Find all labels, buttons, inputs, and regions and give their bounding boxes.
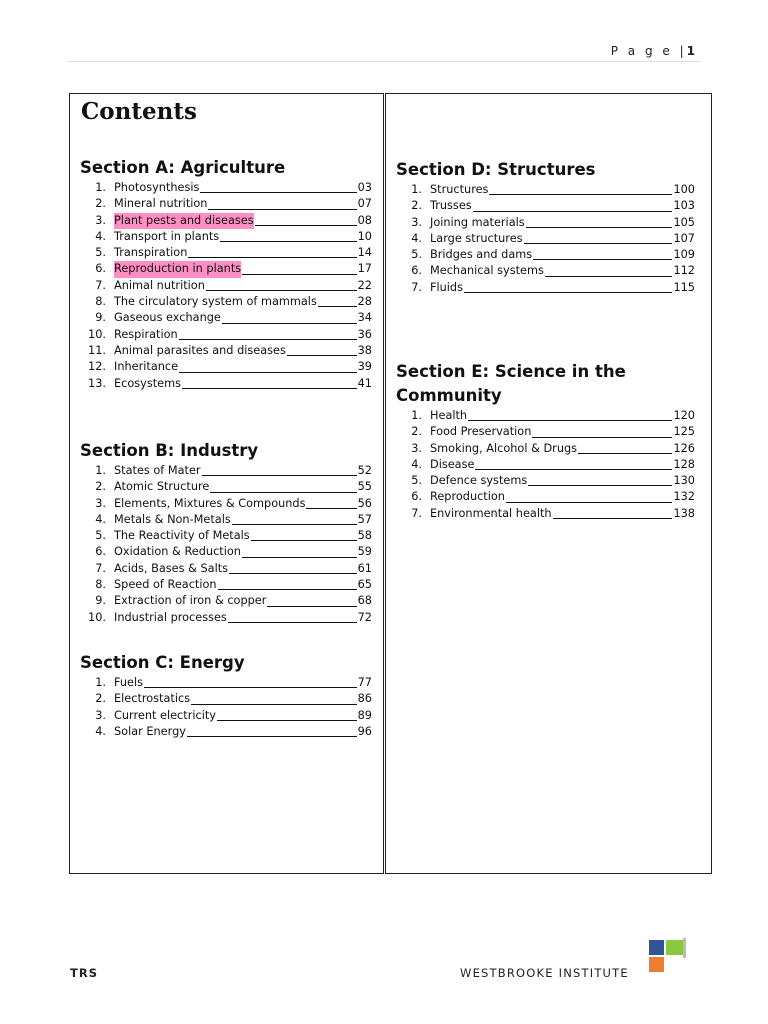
toc-entry-page: 109 (673, 248, 695, 262)
toc-entry-number: 8. (95, 578, 106, 592)
toc-entry-number: 3. (95, 496, 106, 510)
toc-entry-title: Electrostatics (114, 692, 191, 706)
toc-entry (80, 463, 372, 479)
toc-entry-title: Bridges and dams (430, 248, 533, 262)
toc-entry (80, 610, 372, 626)
toc-entry-number: 7. (411, 506, 422, 520)
toc-entry-page: 07 (357, 197, 372, 211)
toc-entry-page: 59 (357, 545, 372, 559)
toc-entry-number: 2. (411, 199, 422, 213)
toc-leader-line (210, 492, 356, 493)
toc-entry-number: 7. (95, 278, 106, 292)
toc-entry-title: Current electricity (114, 708, 216, 722)
toc-entry-number: 5. (411, 248, 422, 262)
toc-entry-title: Respiration (114, 327, 178, 341)
toc-leader-line (524, 243, 673, 244)
section-title (396, 360, 695, 408)
toc-entry-page: 115 (673, 280, 695, 294)
toc-entry-number: 10. (88, 327, 106, 341)
toc-leader-line (220, 241, 356, 242)
toc-entry-number: 2. (411, 425, 422, 439)
toc-entry-number: 5. (95, 246, 106, 260)
toc-leader-line (242, 557, 357, 558)
toc-leader-line (267, 606, 356, 607)
toc-entry (80, 708, 372, 724)
toc-list (396, 182, 695, 296)
toc-entry-number: 1. (95, 676, 106, 689)
toc-entry (396, 441, 695, 457)
toc-entry-number: 4. (411, 231, 422, 245)
toc-entry-title: Trusses (430, 199, 472, 213)
page-label: P a g e | (610, 44, 687, 58)
toc-entry-number: 1. (411, 183, 422, 196)
footer-institute: WESTBROOKE INSTITUTE (460, 966, 629, 980)
toc-entry (80, 229, 372, 245)
left-column (69, 93, 384, 874)
section-b (80, 439, 372, 626)
toc-entry-page: 03 (357, 181, 372, 194)
toc-leader-line (200, 192, 356, 193)
toc-entry (396, 457, 695, 473)
logo-orange-square (649, 957, 664, 972)
toc-entry-title: Atomic Structure (114, 480, 210, 494)
toc-entry-page: 08 (357, 213, 372, 227)
toc-leader-line (242, 274, 356, 275)
toc-leader-line (553, 518, 673, 519)
toc-leader-line (489, 194, 672, 195)
toc-entry (80, 196, 372, 212)
section-title: Section C: Energy (80, 653, 245, 672)
toc-entry-page: 56 (357, 496, 372, 510)
toc-entry-title: The circulatory system of mammals (114, 295, 317, 309)
toc-list (80, 463, 372, 626)
toc-entry-title: Environmental health (430, 506, 552, 520)
toc-entry-title: Animal nutrition (114, 278, 205, 292)
toc-entry (396, 247, 695, 263)
contents-title: Contents (81, 98, 197, 125)
toc-leader-line (318, 306, 357, 307)
toc-entry (80, 245, 372, 261)
toc-entry (396, 424, 695, 440)
toc-entry (80, 343, 372, 359)
toc-entry-title: Mechanical systems (430, 264, 544, 278)
toc-leader-line (179, 372, 357, 373)
toc-entry-number: 4. (95, 724, 106, 738)
toc-entry-page: 39 (357, 360, 372, 374)
toc-entry-page: 38 (357, 343, 372, 357)
toc-entry-page: 100 (673, 183, 695, 196)
toc-entry-page: 52 (357, 464, 372, 477)
toc-entry (80, 724, 372, 740)
toc-entry-number: 5. (95, 529, 106, 543)
toc-entry-page: 17 (357, 262, 372, 276)
toc-leader-line (475, 469, 672, 470)
toc-entry (80, 496, 372, 512)
section-title-line2: Community (396, 386, 502, 405)
toc-entry-number: 3. (95, 213, 106, 227)
toc-list (80, 180, 372, 392)
toc-leader-line (232, 524, 357, 525)
toc-leader-line (144, 687, 357, 688)
toc-entry (80, 691, 372, 707)
toc-entry-title: Reproduction (430, 490, 505, 504)
toc-leader-line (206, 290, 357, 291)
toc-entry-page: 41 (357, 376, 372, 390)
toc-entry-page: 34 (357, 311, 372, 325)
toc-leader-line (306, 508, 356, 509)
toc-leader-line (287, 355, 357, 356)
footer-left: TRS (70, 966, 98, 980)
toc-entry-page: 112 (673, 264, 695, 278)
toc-entry (80, 278, 372, 294)
toc-entry-title: Inheritance (114, 360, 179, 374)
toc-leader-line (464, 292, 672, 293)
toc-entry-title: Oxidation & Reduction (114, 545, 241, 559)
toc-entry-number: 3. (411, 215, 422, 229)
toc-entry-page: 130 (673, 474, 695, 488)
toc-entry-number: 9. (95, 311, 106, 325)
toc-entry-page: 96 (357, 724, 372, 738)
toc-entry-page: 105 (673, 215, 695, 229)
toc-entry-page: 86 (357, 692, 372, 706)
toc-leader-line (578, 453, 672, 454)
toc-entry (396, 489, 695, 505)
toc-entry-page: 22 (357, 278, 372, 292)
toc-entry-page: 89 (357, 708, 372, 722)
toc-entry-number: 10. (88, 610, 106, 624)
toc-entry-number: 5. (411, 474, 422, 488)
toc-entry-page: 68 (357, 594, 372, 608)
institute-logo-icon (648, 936, 688, 976)
toc-entry-number: 2. (95, 692, 106, 706)
toc-entry-title: Gaseous exchange (114, 311, 221, 325)
toc-entry (80, 376, 372, 392)
toc-leader-line (218, 589, 357, 590)
toc-entry-title: Fluids (430, 280, 463, 294)
toc-entry-page: 14 (357, 246, 372, 260)
toc-entry-page: 58 (357, 529, 372, 543)
toc-leader-line (202, 475, 357, 476)
toc-entry-title: The Reactivity of Metals (114, 529, 250, 543)
toc-leader-line (228, 622, 357, 623)
toc-entry-page: 72 (357, 610, 372, 624)
header-divider (68, 61, 700, 62)
toc-entry-title: Speed of Reaction (114, 578, 217, 592)
section-title: Section B: Industry (80, 441, 259, 460)
toc-entry-page: 125 (673, 425, 695, 439)
toc-entry-number: 6. (411, 264, 422, 278)
toc-entry (396, 506, 695, 522)
section-e (396, 360, 695, 522)
toc-entry (80, 327, 372, 343)
toc-entry-number: 7. (411, 280, 422, 294)
toc-leader-line (187, 736, 357, 737)
toc-entry-number: 9. (95, 594, 106, 608)
toc-entry-number: 4. (95, 512, 106, 526)
toc-entry (80, 544, 372, 560)
toc-entry-title: Transpiration (114, 246, 188, 260)
toc-leader-line (182, 388, 357, 389)
page-number: 1 (686, 44, 698, 58)
toc-entry (80, 675, 372, 691)
toc-entry-number: 8. (95, 295, 106, 309)
toc-entry (396, 408, 695, 424)
toc-entry (80, 213, 372, 229)
toc-entry (80, 512, 372, 528)
toc-entry-title: Animal parasites and diseases (114, 343, 286, 357)
toc-entry (396, 182, 695, 198)
toc-entry (396, 231, 695, 247)
toc-leader-line (179, 339, 357, 340)
toc-entry-title: Extraction of iron & copper (114, 594, 267, 608)
toc-entry (80, 528, 372, 544)
toc-entry (80, 577, 372, 593)
toc-list (396, 408, 695, 522)
toc-leader-line (526, 227, 673, 228)
toc-entry (396, 473, 695, 489)
toc-leader-line (506, 502, 672, 503)
toc-entry-page: 36 (357, 327, 372, 341)
section-d (396, 158, 695, 296)
toc-entry (80, 294, 372, 310)
toc-entry (80, 310, 372, 326)
toc-entry (396, 280, 695, 296)
toc-entry-page: 103 (673, 199, 695, 213)
toc-entry-page: 107 (673, 231, 695, 245)
toc-entry-title: Acids, Bases & Salts (114, 561, 229, 575)
logo-shadow-bar (683, 938, 686, 958)
toc-leader-line (255, 225, 357, 226)
toc-leader-line (533, 259, 672, 260)
toc-leader-line (229, 573, 357, 574)
right-column (385, 93, 712, 874)
toc-entry-number: 11. (88, 343, 106, 357)
toc-entry (396, 198, 695, 214)
toc-entry-title: Disease (430, 457, 475, 471)
toc-entry-title: Solar Energy (114, 724, 186, 738)
toc-entry-number: 6. (95, 262, 106, 276)
section-title-line1: Section E: Science in the (396, 362, 626, 381)
toc-leader-line (251, 540, 357, 541)
toc-entry-page: 65 (357, 578, 372, 592)
toc-entry (396, 215, 695, 231)
toc-entry-title: Transport in plants (114, 229, 220, 243)
toc-entry-number: 3. (411, 441, 422, 455)
toc-entry-title: Industrial processes (114, 610, 227, 624)
toc-entry-page: 57 (357, 512, 372, 526)
toc-entry-title: Food Preservation (430, 425, 532, 439)
toc-entry (80, 359, 372, 375)
toc-entry-page: 132 (673, 490, 695, 504)
toc-entry-number: 4. (411, 457, 422, 471)
toc-entry-title: Joining materials (430, 215, 525, 229)
logo-green-square (666, 940, 683, 955)
toc-entry (80, 561, 372, 577)
toc-entry-number: 1. (411, 409, 422, 422)
toc-entry-title: Smoking, Alcohol & Drugs (430, 441, 578, 455)
toc-entry-page: 28 (357, 295, 372, 309)
toc-leader-line (545, 276, 673, 277)
toc-entry-number: 2. (95, 197, 106, 211)
section-title: Section D: Structures (396, 160, 596, 179)
toc-leader-line (191, 704, 357, 705)
toc-entry-title: Plant pests and diseases (114, 213, 254, 229)
toc-entry (80, 261, 372, 277)
toc-entry (80, 593, 372, 609)
toc-entry-number: 7. (95, 561, 106, 575)
toc-entry-title: Fuels (114, 676, 144, 689)
toc-leader-line (468, 420, 672, 421)
toc-entry (80, 180, 372, 196)
toc-entry-number: 12. (88, 360, 106, 374)
toc-leader-line (222, 323, 357, 324)
toc-entry-number: 1. (95, 464, 106, 477)
toc-entry-page: 10 (357, 229, 372, 243)
toc-entry-number: 3. (95, 708, 106, 722)
toc-leader-line (528, 485, 672, 486)
toc-entry-page: 61 (357, 561, 372, 575)
toc-entry-title: Metals & Non-Metals (114, 512, 231, 526)
toc-entry-title: Health (430, 409, 468, 422)
toc-entry-number: 6. (95, 545, 106, 559)
logo-blue-square (649, 940, 664, 955)
toc-entry-title: Defence systems (430, 474, 528, 488)
toc-entry-page: 126 (673, 441, 695, 455)
toc-entry-title: Large structures (430, 231, 523, 245)
toc-entry-page: 77 (357, 676, 372, 689)
section-title: Section A: Agriculture (80, 158, 286, 177)
toc-list (80, 675, 372, 740)
toc-entry (396, 263, 695, 279)
toc-entry-title: Photosynthesis (114, 181, 200, 194)
toc-entry-page: 138 (673, 506, 695, 520)
toc-leader-line (217, 720, 357, 721)
toc-leader-line (188, 257, 356, 258)
section-c (80, 651, 372, 740)
toc-entry-number: 13. (88, 376, 106, 390)
toc-entry-title: States of Mater (114, 464, 201, 477)
toc-entry (80, 479, 372, 495)
toc-entry-number: 6. (411, 490, 422, 504)
toc-entry-title: Reproduction in plants (114, 261, 241, 277)
toc-entry-title: Mineral nutrition (114, 197, 208, 211)
toc-entry-page: 120 (673, 409, 695, 422)
toc-entry-page: 55 (357, 480, 372, 494)
toc-entry-page: 128 (673, 457, 695, 471)
toc-entry-number: 4. (95, 229, 106, 243)
toc-leader-line (473, 211, 673, 212)
toc-leader-line (532, 437, 672, 438)
page-header (611, 44, 698, 58)
toc-entry-number: 1. (95, 181, 106, 194)
toc-entry-number: 2. (95, 480, 106, 494)
toc-entry-title: Ecosystems (114, 376, 181, 390)
toc-leader-line (208, 209, 356, 210)
toc-entry-title: Elements, Mixtures & Compounds (114, 496, 306, 510)
toc-entry-title: Structures (430, 183, 489, 196)
section-a (80, 156, 372, 392)
